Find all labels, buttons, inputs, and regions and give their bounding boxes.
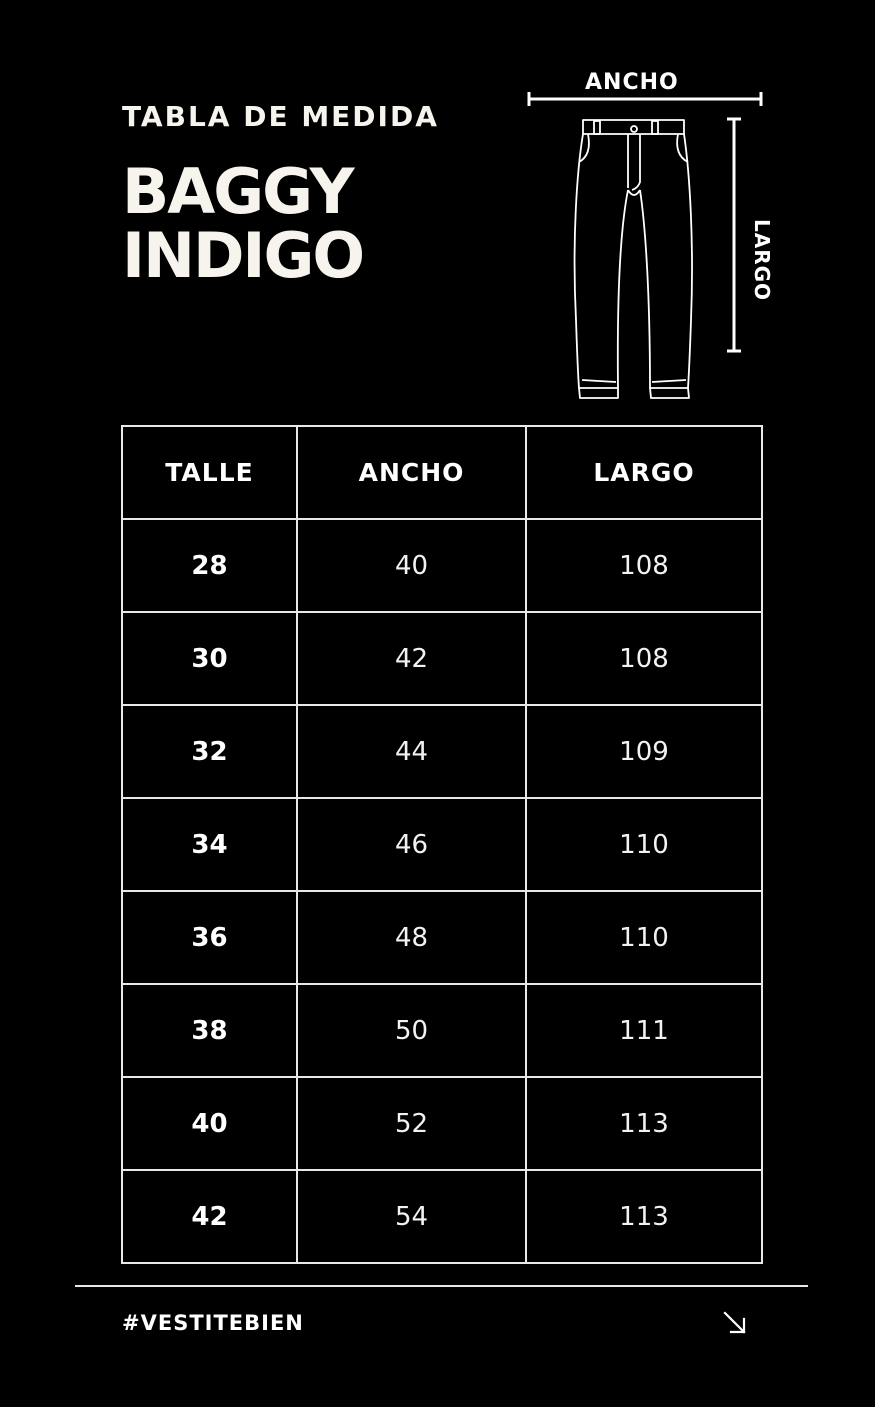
header-talle: TALLE (122, 426, 297, 519)
subtitle: TABLA DE MEDIDA (122, 100, 439, 133)
width-label: ANCHO (585, 70, 679, 95)
cell-talle: 28 (122, 519, 297, 612)
cell-largo: 108 (526, 612, 762, 705)
cell-talle: 32 (122, 705, 297, 798)
table-row (122, 1170, 762, 1263)
table-row (122, 891, 762, 984)
footer-hashtag: #VESTITEBIEN (122, 1311, 304, 1335)
table-row (122, 1077, 762, 1170)
cell-largo: 108 (526, 519, 762, 612)
cell-talle: 42 (122, 1170, 297, 1263)
size-table (121, 425, 763, 1264)
header-ancho: ANCHO (297, 426, 526, 519)
footer-divider (75, 1285, 808, 1287)
cell-largo: 111 (526, 984, 762, 1077)
table-row (122, 705, 762, 798)
header-largo: LARGO (526, 426, 762, 519)
cell-talle: 34 (122, 798, 297, 891)
length-label: LARGO (750, 218, 774, 302)
cell-ancho: 54 (297, 1170, 526, 1263)
cell-ancho: 52 (297, 1077, 526, 1170)
cell-talle: 38 (122, 984, 297, 1077)
cell-ancho: 48 (297, 891, 526, 984)
pants-diagram (520, 66, 780, 411)
cell-ancho: 46 (297, 798, 526, 891)
title-line-1: BAGGY (122, 155, 353, 228)
table-row (122, 519, 762, 612)
cell-talle: 40 (122, 1077, 297, 1170)
cell-largo: 113 (526, 1077, 762, 1170)
table-header-row (122, 426, 762, 519)
table-row (122, 612, 762, 705)
cell-talle: 36 (122, 891, 297, 984)
title-line-2: INDIGO (122, 219, 364, 292)
cell-ancho: 40 (297, 519, 526, 612)
cell-largo: 109 (526, 705, 762, 798)
pants-outline-icon (575, 120, 692, 398)
cell-largo: 110 (526, 798, 762, 891)
page-title (122, 155, 364, 292)
cell-ancho: 42 (297, 612, 526, 705)
arrow-down-right-icon (722, 1310, 748, 1336)
cell-talle: 30 (122, 612, 297, 705)
cell-ancho: 50 (297, 984, 526, 1077)
cell-largo: 110 (526, 891, 762, 984)
cell-ancho: 44 (297, 705, 526, 798)
table-row (122, 984, 762, 1077)
cell-largo: 113 (526, 1170, 762, 1263)
table-row (122, 798, 762, 891)
